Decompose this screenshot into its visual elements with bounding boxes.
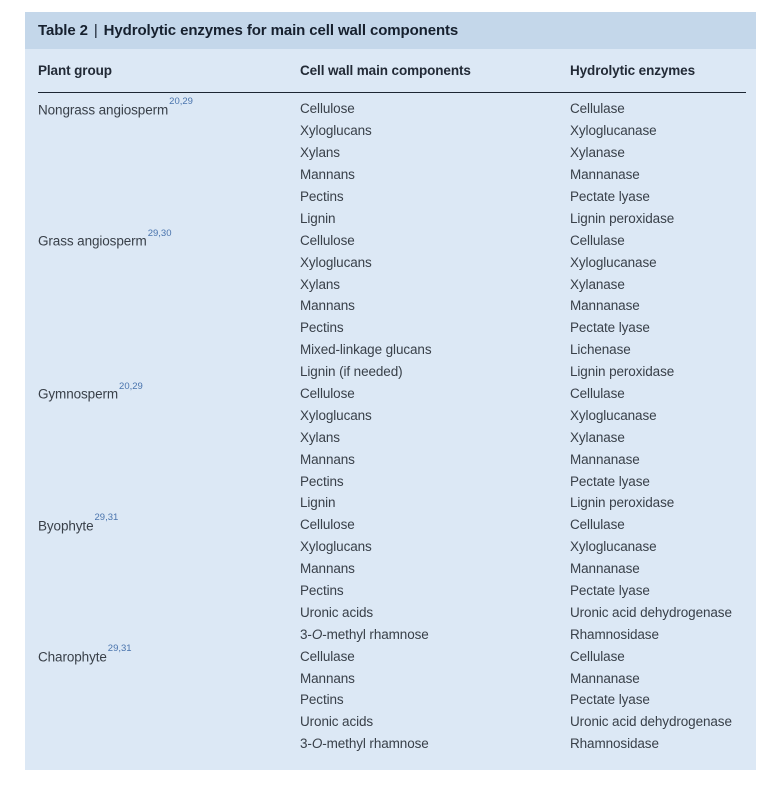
table-row	[38, 295, 746, 317]
table-row	[38, 339, 746, 361]
table-row	[38, 142, 746, 164]
enzyme-cell: Lignin peroxidase	[570, 210, 675, 226]
table-row	[38, 448, 746, 470]
table-row	[38, 492, 746, 514]
enzyme-cell: Cellulase	[570, 517, 625, 533]
component-cell: Xylans	[300, 429, 340, 445]
enzyme-cell: Pectate lyase	[570, 583, 650, 599]
plant-group-label: Grass angiosperm	[38, 233, 147, 249]
component-cell: Pectins	[300, 473, 344, 489]
table-row	[38, 251, 746, 273]
table-row	[38, 667, 746, 689]
component-cell: Cellulase	[300, 648, 355, 664]
component-cell: Xylans	[300, 276, 340, 292]
enzyme-cell: Lichenase	[570, 342, 631, 358]
table-row	[38, 229, 746, 251]
enzyme-cell: Cellulase	[570, 232, 625, 248]
component-cell: Lignin	[300, 210, 336, 226]
component-cell: Xyloglucans	[300, 539, 372, 555]
enzyme-cell: Lignin peroxidase	[570, 364, 675, 380]
table-row	[38, 361, 746, 383]
enzyme-cell: Xylanase	[570, 429, 625, 445]
column-header-components: Cell wall main components	[300, 63, 471, 78]
plant-group-cell	[38, 96, 300, 118]
enzyme-cell: Mannanase	[570, 298, 640, 314]
table-row	[38, 733, 746, 755]
component-cell: Pectins	[300, 692, 344, 708]
table-row	[38, 404, 746, 426]
enzyme-cell: Xyloglucanase	[570, 123, 657, 139]
enzyme-cell: Rhamnosidase	[570, 736, 659, 752]
component-cell: Mannans	[300, 167, 355, 183]
plant-group-cell	[38, 643, 300, 665]
table-rows	[25, 93, 756, 755]
component-cell: 3-O-methyl rhamnose	[300, 626, 429, 642]
enzyme-cell: Mannanase	[570, 451, 640, 467]
plant-group-label: Gymnosperm	[38, 386, 119, 402]
enzyme-cell: Pectate lyase	[570, 189, 650, 204]
citation-refs: 29,31	[94, 512, 119, 524]
plant-group-cell	[38, 512, 300, 534]
component-cell: Pectins	[300, 189, 344, 204]
table-row	[38, 601, 746, 623]
column-header-plant-group: Plant group	[38, 63, 112, 78]
table-row	[38, 186, 746, 208]
component-cell: Mannans	[300, 670, 355, 686]
table-row	[38, 536, 746, 558]
component-cell: Cellulose	[300, 232, 355, 248]
component-cell: Xyloglucans	[300, 254, 372, 270]
table-title: Hydrolytic enzymes for main cell wall components	[103, 22, 459, 39]
italic-o: O	[311, 736, 323, 752]
component-cell: Uronic acids	[300, 714, 374, 730]
enzyme-cell: Mannanase	[570, 167, 640, 183]
citation-refs: 29,30	[147, 227, 172, 239]
citation-refs: 29,31	[107, 643, 132, 655]
plant-group-cell	[38, 227, 300, 249]
component-cell: 3-O-methyl rhamnose	[300, 736, 429, 752]
enzyme-cell: Xylanase	[570, 276, 625, 292]
component-cell: Lignin (if needed)	[300, 364, 403, 380]
component-cell: Mixed-linkage glucans	[300, 342, 432, 358]
table-row	[38, 164, 746, 186]
title-separator: |	[93, 22, 98, 39]
citation-refs: 20,29	[119, 380, 143, 392]
table-row	[38, 380, 746, 405]
citation-refs: 20,29	[169, 96, 193, 108]
enzyme-cell: Rhamnosidase	[570, 626, 659, 642]
table-row	[38, 580, 746, 602]
plant-group-cell	[38, 380, 300, 402]
component-cell: Cellulose	[300, 101, 355, 117]
plant-group-label: Charophyte	[38, 649, 107, 665]
table-row	[38, 558, 746, 580]
enzyme-cell: Cellulase	[570, 386, 625, 402]
plant-group-label: Nongrass angiosperm	[38, 102, 169, 118]
italic-o: O	[311, 626, 323, 642]
enzyme-cell: Xyloglucanase	[570, 539, 657, 555]
component-cell: Pectins	[300, 320, 344, 336]
component-cell: Mannans	[300, 451, 355, 467]
enzyme-cell: Uronic acid dehydrogenase	[570, 714, 732, 730]
table-title-band	[25, 12, 756, 49]
table-row	[38, 689, 746, 711]
enzyme-cell: Cellulase	[570, 648, 625, 664]
table-row	[38, 273, 746, 295]
column-header-row	[25, 49, 756, 92]
component-cell: Lignin	[300, 495, 336, 511]
component-cell: Cellulose	[300, 517, 355, 533]
enzyme-cell: Xyloglucanase	[570, 254, 657, 270]
enzyme-cell: Cellulase	[570, 101, 625, 117]
table-2-card	[25, 12, 756, 770]
enzyme-cell: Mannanase	[570, 561, 640, 577]
component-cell: Xyloglucans	[300, 407, 372, 423]
table-row	[38, 426, 746, 448]
table-number: Table 2	[38, 22, 88, 39]
component-cell: Mannans	[300, 298, 355, 314]
enzyme-cell: Pectate lyase	[570, 320, 650, 336]
component-cell: Xyloglucans	[300, 123, 372, 139]
enzyme-cell: Uronic acid dehydrogenase	[570, 604, 732, 620]
table-row	[38, 645, 746, 667]
table-row	[38, 470, 746, 492]
table-row	[38, 207, 746, 229]
column-header-enzymes: Hydrolytic enzymes	[570, 63, 695, 78]
enzyme-cell: Lignin peroxidase	[570, 495, 675, 511]
table-row	[38, 120, 746, 142]
table-row	[38, 317, 746, 339]
component-cell: Mannans	[300, 561, 355, 577]
enzyme-cell: Mannanase	[570, 670, 640, 686]
table-row	[38, 623, 746, 645]
component-cell: Cellulose	[300, 386, 355, 402]
component-cell: Uronic acids	[300, 604, 374, 620]
enzyme-cell: Pectate lyase	[570, 473, 650, 489]
plant-group-label: Byophyte	[38, 518, 94, 534]
enzyme-cell: Xylanase	[570, 145, 625, 161]
enzyme-cell: Pectate lyase	[570, 692, 650, 708]
table-row	[38, 711, 746, 733]
enzyme-cell: Xyloglucanase	[570, 407, 657, 423]
component-cell: Pectins	[300, 583, 344, 599]
table-row	[38, 98, 746, 120]
component-cell: Xylans	[300, 145, 340, 161]
table-row	[38, 514, 746, 536]
